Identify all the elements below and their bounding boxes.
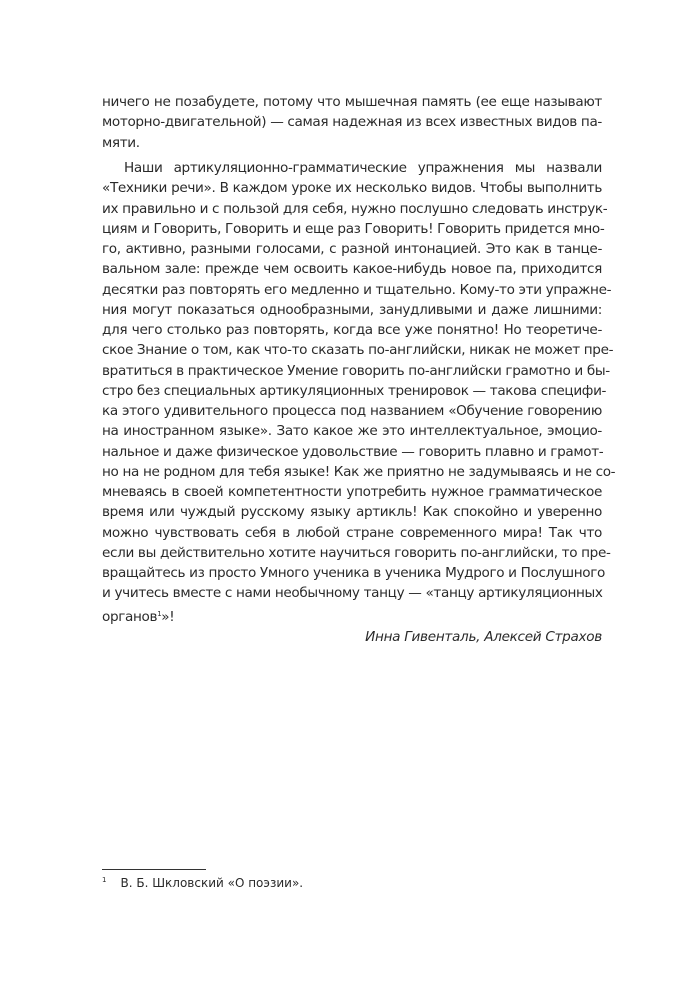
paragraph-2 — [102, 158, 616, 625]
signature: Инна Гивенталь, Алексей Страхов — [365, 629, 602, 645]
text-line: если вы действительно хотите научиться говорить по-английски, то пре- — [102, 544, 611, 561]
text-line: го, активно, разными голосами, с разной интонацией. Это как в танце- — [102, 241, 602, 257]
text-line: стро без специальных артикуляционных тренировок — такова специфи- — [102, 382, 607, 399]
text-line: нальное и даже физическое удовольствие — говорить плавно и грамот- — [102, 443, 604, 460]
text-line: ка этого удивительного процесса под названием «Обучение говорению — [102, 403, 602, 419]
text-line: можно чувствовать себя в любой стране современного мира! Так что — [102, 524, 602, 541]
text-fragment: органов — [102, 608, 158, 625]
text-line: мяти. — [102, 134, 140, 151]
text-line: вальном зале: прежде чем освоить какое-нибудь новое па, приходится — [102, 261, 602, 278]
footnote-text: В. Б. Шкловский «О поэзии». — [120, 876, 304, 890]
footnote — [102, 876, 303, 890]
text-line: вратиться в практическое Умение говорить по-английски грамотно и бы- — [102, 362, 610, 379]
text-line: вращайтесь из просто Умного ученика в ученика Мудрого и Послушного — [102, 565, 605, 581]
text-line: на иностранном языке». Зато какое же это интеллектуальное, эмоцио- — [102, 423, 602, 440]
text-line — [102, 604, 602, 624]
text-line: время или чуждый русскому языку артикль! Как спокойно и уверенно — [102, 504, 602, 521]
text-line: для чего столько раз повторять, когда все уже понятно! Но теоретиче- — [102, 322, 602, 338]
text-line: ния могут показаться однообразными, занудливыми и даже лишними: — [102, 301, 602, 318]
text-line: ничего не позабудете, потому что мышечная память (ее еще называют — [102, 94, 602, 110]
paragraph-1 — [102, 92, 602, 153]
text-line: но на не родном для тебя языке! Как же приятно не задумываясь и не со- — [102, 463, 616, 480]
footnote-rule — [102, 869, 206, 870]
footnote-reference[interactable]: 1 — [157, 609, 162, 618]
text-fragment: »! — [161, 608, 175, 625]
text-line: циям и Говорить, Говорить и еще раз Говорить! Говорить придется мно- — [102, 220, 605, 237]
text-line: и учитесь вместе с нами необычному танцу — «танцу артикуляционных — [102, 585, 603, 602]
text-line: Наши артикуляционно-грамматические упражнения мы назвали — [124, 160, 602, 176]
text-line: «Техники речи». В каждом уроке их несколько видов. Чтобы выполнить — [102, 180, 602, 197]
text-line: моторно-двигательной) — самая надежная из всех известных видов па- — [102, 114, 602, 131]
text-line: десятки раз повторять его медленно и тщательно. Кому-то эти упражне- — [102, 281, 612, 298]
text-line: ское Знание о том, как что-то сказать по-английски, никак не может пре- — [102, 342, 614, 359]
text-line: мневаясь в своей компетентности употребить нужное грамматическое — [102, 484, 602, 500]
text-line: их правильно и с пользой для себя, нужно послушно следовать инструк- — [102, 200, 608, 217]
footnote-number: 1 — [102, 876, 107, 884]
